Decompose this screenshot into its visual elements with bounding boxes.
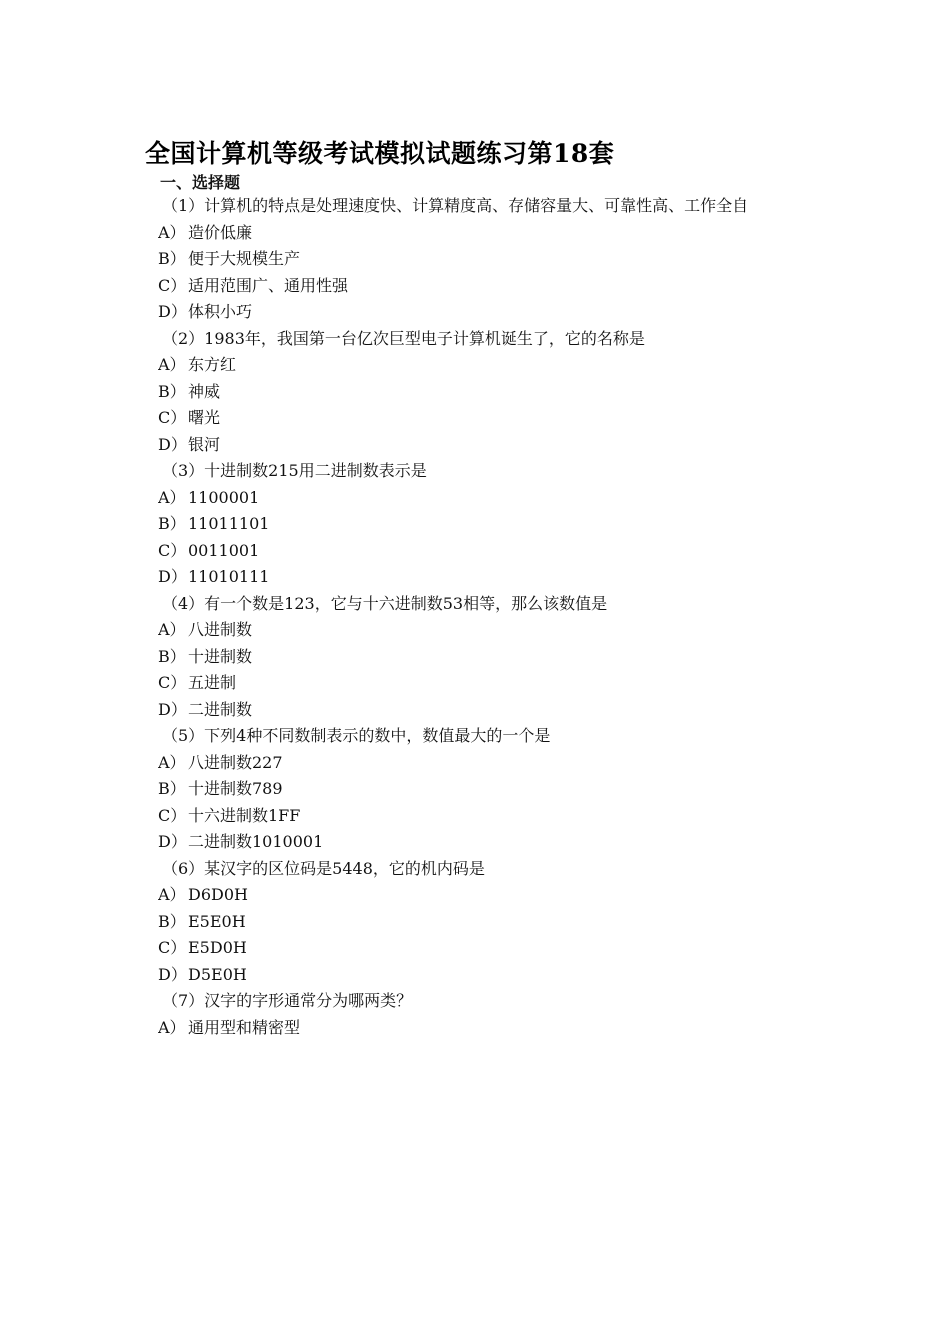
option-text: 二进制数1010001 — [188, 832, 324, 851]
option-text: 曙光 — [188, 408, 221, 427]
option-letter: B） — [158, 249, 186, 268]
question-text: （2）1983年，我国第一台亿次巨型电子计算机诞生了，它的名称是 — [162, 328, 645, 348]
question-list — [158, 193, 810, 1041]
answer-option — [158, 670, 810, 697]
option-text: D5E0H — [188, 964, 247, 984]
answer-option — [158, 803, 810, 830]
document-title: 全国计算机等级考试模拟试题练习第18套 — [145, 139, 615, 168]
answer-option — [158, 432, 810, 459]
section-heading: 一、选择题 — [160, 173, 241, 192]
option-letter: A） — [158, 620, 186, 639]
answer-option — [158, 538, 810, 565]
option-text: E5D0H — [188, 938, 247, 957]
option-letter: D） — [158, 832, 187, 851]
option-text: 十进制数 — [188, 646, 253, 666]
option-letter: C） — [158, 938, 187, 957]
option-letter: A） — [158, 752, 186, 772]
answer-option — [158, 273, 810, 300]
option-letter: B） — [158, 646, 186, 666]
option-text: D6D0H — [188, 885, 248, 904]
option-letter: C） — [158, 673, 187, 692]
option-text: 通用型和精密型 — [188, 1017, 301, 1037]
option-letter: A） — [158, 885, 186, 904]
answer-option — [158, 246, 810, 273]
question-text: （1）计算机的特点是处理速度快、计算精度高、存储容量大、可靠性高、工作全自 — [162, 196, 749, 215]
answer-option — [158, 644, 810, 671]
answer-option — [158, 220, 810, 247]
option-text: 八进制数 — [188, 620, 253, 639]
option-letter: C） — [158, 408, 187, 427]
answer-option — [158, 697, 810, 724]
option-text: 二进制数 — [188, 699, 253, 719]
option-text: 11010111 — [188, 567, 270, 586]
answer-option — [158, 617, 810, 644]
answer-option — [158, 485, 810, 512]
answer-option — [158, 935, 810, 962]
question-text: （6）某汉字的区位码是5448，它的机内码是 — [162, 858, 485, 878]
option-text: 东方红 — [188, 355, 237, 374]
option-text: 造价低廉 — [188, 222, 253, 242]
option-letter: A） — [158, 1017, 186, 1037]
answer-option — [158, 511, 810, 538]
option-text: 体积小巧 — [188, 302, 253, 321]
option-text: 十进制数789 — [188, 779, 283, 798]
answer-option — [158, 962, 810, 989]
option-letter: C） — [158, 805, 187, 825]
option-text: 五进制 — [188, 673, 237, 692]
answer-option — [158, 829, 810, 856]
question-text: （7）汉字的字形通常分为哪两类？ — [162, 991, 413, 1010]
option-letter: D） — [158, 434, 187, 454]
answer-option — [158, 1015, 810, 1042]
answer-option — [158, 405, 810, 432]
option-letter: D） — [158, 302, 187, 321]
answer-option — [158, 299, 810, 326]
option-text: 银河 — [188, 434, 221, 454]
option-letter: B） — [158, 779, 186, 798]
question-text: （4）有一个数是123，它与十六进制数53相等，那么该数值是 — [162, 593, 608, 613]
option-letter: A） — [158, 487, 186, 507]
option-text: 11011101 — [188, 514, 270, 533]
answer-option — [158, 776, 810, 803]
option-text: E5E0H — [188, 911, 246, 931]
option-text: 十六进制数1FF — [188, 805, 301, 825]
question-text: （5）下列4种不同数制表示的数中，数值最大的一个是 — [162, 726, 551, 745]
option-letter: C） — [158, 275, 187, 295]
answer-option — [158, 379, 810, 406]
answer-option — [158, 750, 810, 777]
option-letter: B） — [158, 514, 186, 533]
option-letter: B） — [158, 911, 186, 931]
option-letter: A） — [158, 222, 186, 242]
answer-option — [158, 909, 810, 936]
question-text: （3）十进制数215用二进制数表示是 — [162, 461, 427, 480]
answer-option — [158, 564, 810, 591]
option-letter: D） — [158, 699, 187, 719]
answer-option — [158, 352, 810, 379]
option-letter: D） — [158, 567, 187, 586]
option-letter: A） — [158, 355, 186, 374]
option-letter: B） — [158, 381, 186, 401]
option-letter: C） — [158, 540, 187, 560]
option-text: 神威 — [188, 381, 221, 401]
option-text: 0011001 — [188, 540, 260, 560]
option-text: 适用范围广、通用性强 — [188, 275, 349, 295]
option-text: 便于大规模生产 — [188, 249, 301, 268]
option-text: 1100001 — [188, 487, 260, 507]
option-text: 八进制数227 — [188, 752, 283, 772]
option-letter: D） — [158, 964, 187, 984]
answer-option — [158, 882, 810, 909]
